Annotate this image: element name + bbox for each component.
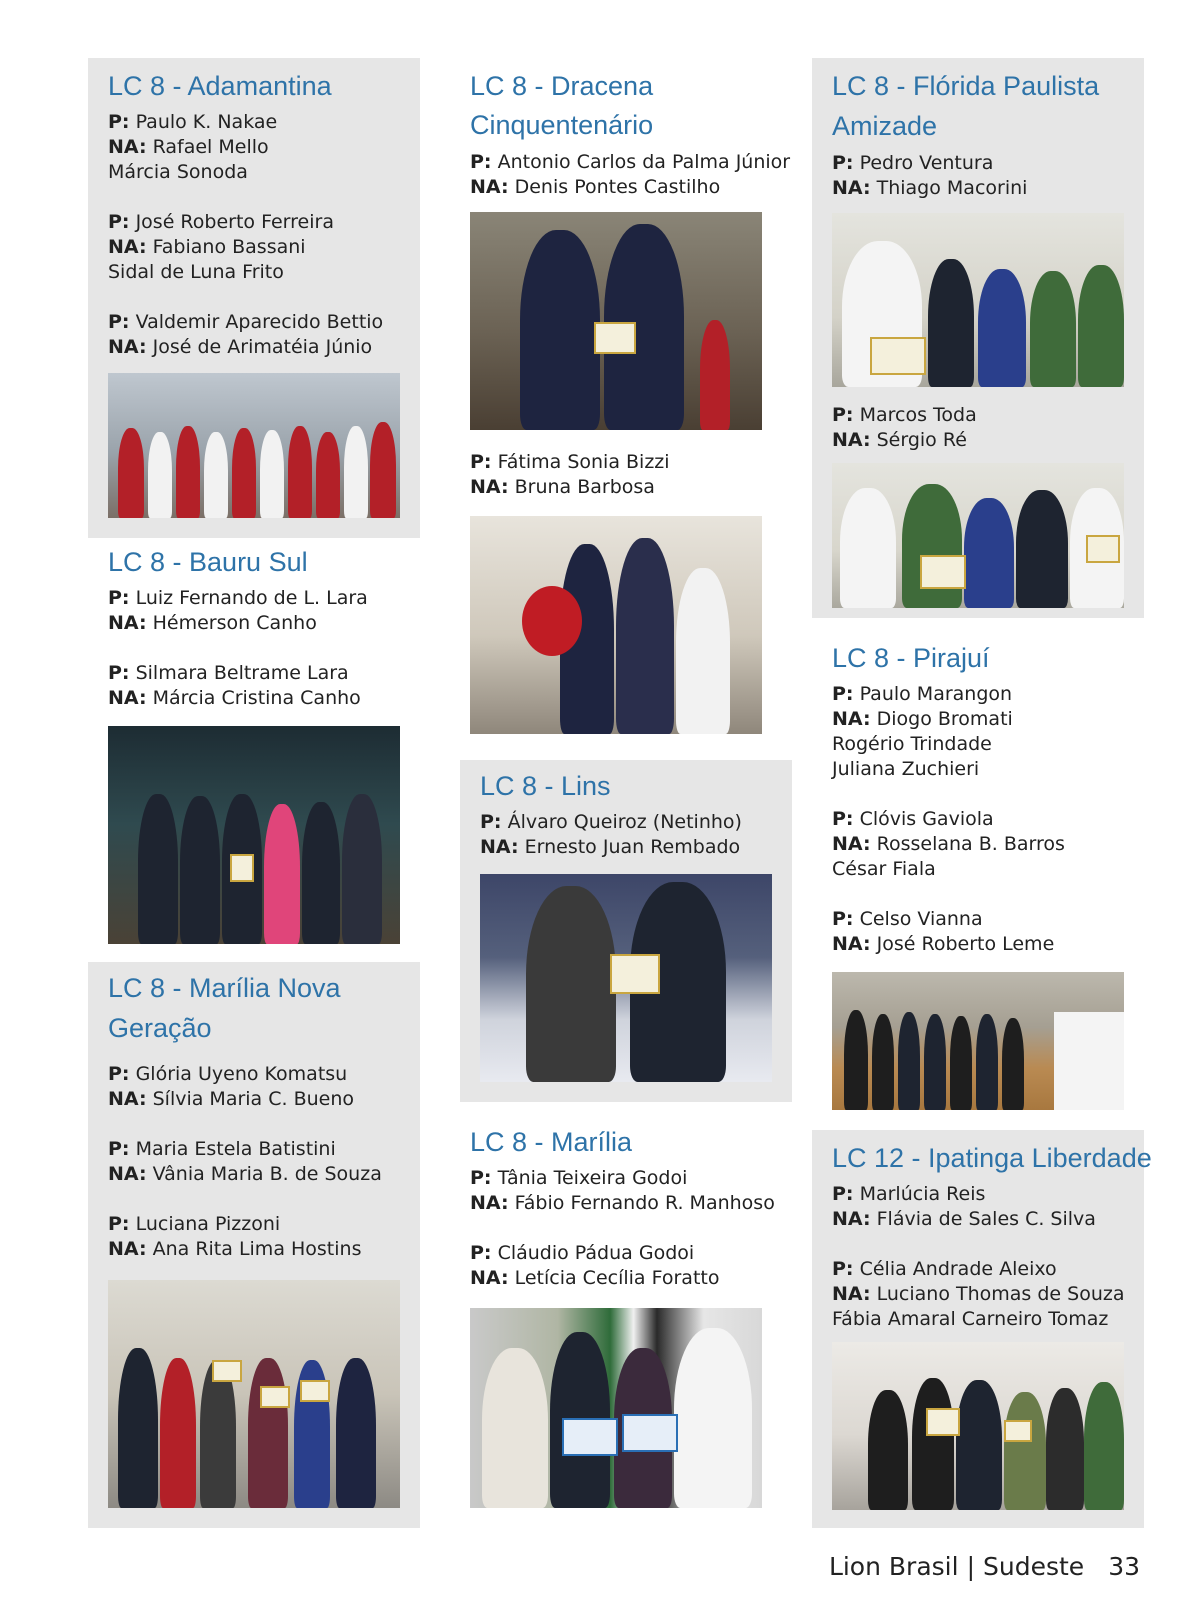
member-line: Sidal de Luna Frito [108, 261, 284, 283]
footer-separator: | [966, 1552, 976, 1581]
group-photo [108, 373, 400, 518]
group-photo [832, 463, 1124, 608]
club-lins [460, 760, 792, 1102]
president-line: P: Célia Andrade Aleixo [832, 1258, 1057, 1280]
new-associate-line: NA: Luciano Thomas de Souza [832, 1283, 1125, 1305]
president-line: P: Tânia Teixeira Godoi [470, 1167, 688, 1189]
president-line: P: Antonio Carlos da Palma Júnior [470, 151, 791, 173]
new-associate-line: NA: Sérgio Ré [832, 429, 967, 451]
club-title: LC 8 - Marília [470, 1127, 633, 1157]
new-associate-line: NA: Hémerson Canho [108, 612, 317, 634]
new-associate-line: NA: Sílvia Maria C. Bueno [108, 1088, 355, 1110]
president-line: P: Paulo Marangon [832, 683, 1013, 705]
magazine-name: Lion Brasil [828, 1552, 959, 1581]
club-dracena-cinquentenario [450, 58, 791, 738]
new-associate-line: NA: Denis Pontes Castilho [470, 176, 721, 198]
club-title: LC 8 - Flórida Paulista [832, 71, 1100, 101]
new-associate-line: NA: Flávia de Sales C. Silva [832, 1208, 1096, 1230]
new-associate-line: NA: Ana Rita Lima Hostins [108, 1238, 362, 1260]
president-line: P: Glória Uyeno Komatsu [108, 1063, 348, 1085]
president-line: P: Marlúcia Reis [832, 1183, 986, 1205]
member-line: César Fiala [832, 858, 936, 880]
president-line: P: Álvaro Queiroz (Netinho) [480, 811, 742, 833]
region-name: Sudeste [983, 1552, 1085, 1581]
group-photo [832, 972, 1124, 1110]
new-associate-line: NA: Rosselana B. Barros [832, 833, 1065, 855]
page-footer [829, 1552, 1140, 1581]
member-line: Márcia Sonoda [108, 161, 248, 183]
new-associate-line: NA: José Roberto Leme [832, 933, 1055, 955]
club-pirajui [812, 632, 1144, 1112]
club-title: LC 8 - Lins [480, 771, 611, 801]
new-associate-line: NA: Thiago Macorini [832, 177, 1028, 199]
club-title: LC 8 - Marília Nova [108, 973, 341, 1003]
group-photo [108, 726, 400, 944]
president-line: P: Cláudio Pádua Godoi [470, 1242, 695, 1264]
member-line: Rogério Trindade [832, 733, 992, 755]
new-associate-line: NA: Fábio Fernando R. Manhoso [470, 1192, 775, 1214]
page-number: 33 [1108, 1552, 1140, 1581]
new-associate-line: NA: Vânia Maria B. de Souza [108, 1163, 382, 1185]
president-line: P: Clóvis Gaviola [832, 808, 994, 830]
president-line: P: José Roberto Ferreira [108, 211, 334, 233]
president-line: P: Luiz Fernando de L. Lara [108, 587, 368, 609]
president-line: P: Pedro Ventura [832, 152, 994, 174]
club-title: LC 8 - Dracena [470, 71, 654, 101]
group-photo [480, 874, 772, 1082]
new-associate-line: NA: José de Arimatéia Júnio [108, 336, 373, 358]
president-line: P: Celso Vianna [832, 908, 983, 930]
new-associate-line: NA: Diogo Bromati [832, 708, 1013, 730]
president-line: P: Maria Estela Batistini [108, 1138, 336, 1160]
club-adamantina [88, 58, 420, 538]
president-line: P: Marcos Toda [832, 404, 977, 426]
club-marilia-nova-geracao [88, 962, 420, 1528]
club-bauru-sul [88, 538, 420, 958]
club-marilia [450, 1118, 785, 1528]
group-photo [108, 1280, 400, 1508]
member-line: Fábia Amaral Carneiro Tomaz [832, 1308, 1109, 1330]
group-photo [470, 1308, 762, 1508]
group-photo [832, 1342, 1124, 1510]
president-line: P: Luciana Pizzoni [108, 1213, 281, 1235]
club-florida-paulista-amizade [812, 58, 1144, 618]
club-ipatinga-liberdade [812, 1130, 1152, 1528]
group-photo [470, 516, 762, 734]
club-title: LC 12 - Ipatinga Liberdade [832, 1143, 1152, 1173]
club-title-line2: Amizade [832, 111, 938, 141]
club-title-line2: Cinquentenário [470, 110, 654, 140]
president-line: P: Paulo K. Nakae [108, 111, 278, 133]
president-line: P: Valdemir Aparecido Bettio [108, 311, 384, 333]
club-title-line2: Geração [108, 1013, 212, 1043]
club-title: LC 8 - Pirajuí [832, 643, 990, 673]
new-associate-line: NA: Letícia Cecília Foratto [470, 1267, 720, 1289]
group-photo [832, 213, 1124, 387]
member-line: Juliana Zuchieri [832, 758, 980, 780]
club-title: LC 8 - Adamantina [108, 71, 332, 101]
club-title: LC 8 - Bauru Sul [108, 547, 308, 577]
president-line: P: Silmara Beltrame Lara [108, 662, 349, 684]
group-photo [470, 212, 762, 430]
new-associate-line: NA: Rafael Mello [108, 136, 269, 158]
new-associate-line: NA: Bruna Barbosa [470, 476, 655, 498]
president-line: P: Fátima Sonia Bizzi [470, 451, 670, 473]
new-associate-line: NA: Márcia Cristina Canho [108, 687, 361, 709]
new-associate-line: NA: Ernesto Juan Rembado [480, 836, 741, 858]
new-associate-line: NA: Fabiano Bassani [108, 236, 306, 258]
